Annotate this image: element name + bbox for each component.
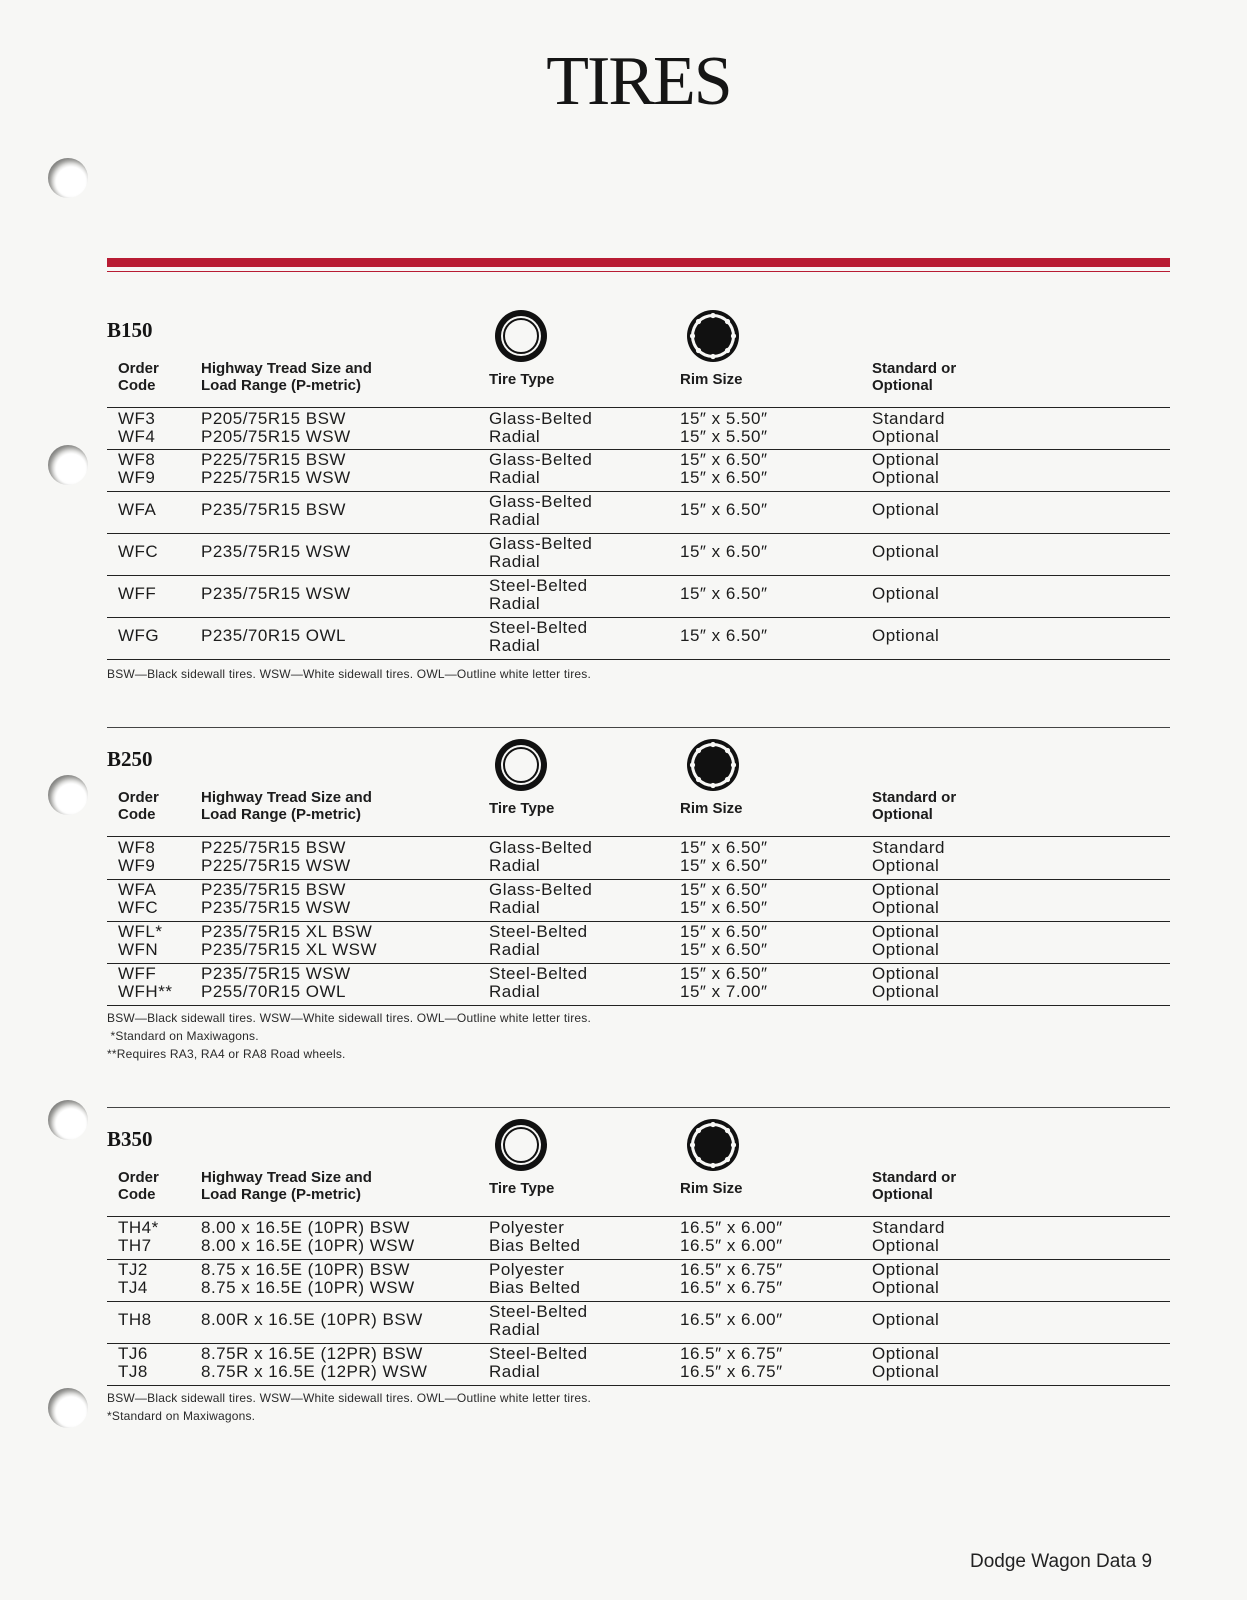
table-cell-type: Steel-Belted Radial: [489, 1302, 588, 1339]
table-cell-type: Polyester Bias Belted: [489, 1218, 581, 1255]
row-rule: [107, 533, 1170, 534]
column-header-rim-size: Rim Size: [680, 800, 743, 817]
table-cell-sizes: P235/75R15 XL BSW P235/75R15 XL WSW: [201, 922, 378, 959]
table-cell-type: Steel-Belted Radial: [489, 576, 588, 613]
tire-icon: [493, 737, 549, 798]
model-heading: B350: [107, 1127, 153, 1151]
table-cell-codes: TH8: [118, 1310, 152, 1329]
column-header-rim-size: Rim Size: [680, 371, 743, 388]
footnote: **Requires RA3, RA4 or RA8 Road wheels.: [107, 1047, 346, 1061]
tire-section-b350: [107, 1127, 1170, 1527]
table-cell-sizes: P235/75R15 WSW: [201, 584, 351, 603]
table-cell-sizes: P235/75R15 BSW P235/75R15 WSW: [201, 880, 351, 917]
row-rule: [107, 659, 1170, 660]
table-cell-sizes: 8.00R x 16.5E (10PR) BSW: [201, 1310, 423, 1329]
table-cell-rims: 15″ x 6.50″: [680, 584, 768, 603]
table-cell-std: Optional Optional: [872, 1260, 940, 1297]
table-cell-rims: 16.5″ x 6.00″: [680, 1310, 783, 1329]
table-cell-codes: TJ2 TJ4: [118, 1260, 148, 1297]
table-cell-type: Steel-Belted Radial: [489, 922, 588, 959]
table-cell-rims: 15″ x 6.50″ 15″ x 7.00″: [680, 964, 768, 1001]
table-cell-std: Standard Optional: [872, 1218, 945, 1255]
column-header-order-code: Order Code: [118, 789, 159, 823]
table-cell-type: Steel-Belted Radial: [489, 964, 588, 1001]
table-cell-rims: 15″ x 5.50″ 15″ x 5.50″: [680, 409, 768, 446]
footnote: BSW—Black sidewall tires. WSW—White sidewall tires. OWL—Outline white letter tires.: [107, 1391, 592, 1405]
table-cell-rims: 16.5″ x 6.75″ 16.5″ x 6.75″: [680, 1260, 783, 1297]
row-rule: [107, 575, 1170, 576]
column-header-tread-size: Highway Tread Size and Load Range (P-metric): [201, 1169, 372, 1203]
row-rule: [107, 1385, 1170, 1386]
column-header-tire-type: Tire Type: [489, 1180, 555, 1197]
table-cell-rims: 15″ x 6.50″ 15″ x 6.50″: [680, 450, 768, 487]
punch-hole: [48, 1388, 88, 1428]
footnote: BSW—Black sidewall tires. WSW—White sidewall tires. OWL—Outline white letter tires.: [107, 1011, 592, 1025]
column-header-tire-type: Tire Type: [489, 800, 555, 817]
punch-hole: [48, 775, 88, 815]
tire-section-b250: [107, 747, 1170, 1147]
table-cell-std: Optional: [872, 626, 940, 645]
column-header-order-code: Order Code: [118, 360, 159, 394]
row-rule: [107, 617, 1170, 618]
column-header-tread-size: Highway Tread Size and Load Range (P-metric): [201, 789, 372, 823]
column-header-tread-size: Highway Tread Size and Load Range (P-metric): [201, 360, 372, 394]
table-cell-sizes: P235/75R15 WSW P255/70R15 OWL: [201, 964, 351, 1001]
tire-icon: [493, 1117, 549, 1178]
row-rule: [107, 1005, 1170, 1006]
table-cell-std: Optional Optional: [872, 1344, 940, 1381]
header-rule: [107, 258, 1170, 267]
model-heading: B250: [107, 747, 153, 771]
table-cell-type: Glass-Belted Radial: [489, 534, 593, 571]
table-cell-sizes: 8.00 x 16.5E (10PR) BSW 8.00 x 16.5E (10PR) WSW: [201, 1218, 415, 1255]
footnote: BSW—Black sidewall tires. WSW—White sidewall tires. OWL—Outline white letter tires.: [107, 667, 592, 681]
table-cell-codes: WFF: [118, 584, 157, 603]
header-rule: [107, 836, 1170, 837]
model-heading: B150: [107, 318, 153, 342]
table-cell-type: Glass-Belted Radial: [489, 492, 593, 529]
table-cell-codes: WFL* WFN: [118, 922, 163, 959]
punch-hole: [48, 1100, 88, 1140]
tire-icon: [493, 308, 549, 369]
table-cell-codes: WFF WFH**: [118, 964, 173, 1001]
table-cell-rims: 16.5″ x 6.00″ 16.5″ x 6.00″: [680, 1218, 783, 1255]
column-header-rim-size: Rim Size: [680, 1180, 743, 1197]
table-cell-type: Steel-Belted Radial: [489, 618, 588, 655]
table-cell-codes: WFC: [118, 542, 159, 561]
table-cell-sizes: 8.75 x 16.5E (10PR) BSW 8.75 x 16.5E (10PR) WSW: [201, 1260, 415, 1297]
table-cell-rims: 16.5″ x 6.75″ 16.5″ x 6.75″: [680, 1344, 783, 1381]
table-cell-std: Optional: [872, 500, 940, 519]
table-cell-sizes: P235/70R15 OWL: [201, 626, 346, 645]
table-cell-codes: WFA WFC: [118, 880, 159, 917]
table-cell-sizes: P205/75R15 BSW P205/75R15 WSW: [201, 409, 351, 446]
table-cell-std: Standard Optional: [872, 409, 945, 446]
table-cell-codes: WF8 WF9: [118, 450, 156, 487]
row-rule: [107, 491, 1170, 492]
rim-icon: [685, 1117, 741, 1178]
tire-section-b150: [107, 318, 1170, 718]
table-cell-rims: 15″ x 6.50″: [680, 500, 768, 519]
column-header-std-opt: Standard or Optional: [872, 360, 957, 394]
column-header-std-opt: Standard or Optional: [872, 1169, 957, 1203]
table-cell-std: Optional: [872, 542, 940, 561]
table-cell-type: Glass-Belted Radial: [489, 880, 593, 917]
table-cell-rims: 15″ x 6.50″ 15″ x 6.50″: [680, 838, 768, 875]
table-cell-type: Glass-Belted Radial: [489, 409, 593, 446]
table-cell-rims: 15″ x 6.50″ 15″ x 6.50″: [680, 880, 768, 917]
table-cell-std: Optional: [872, 1310, 940, 1329]
table-cell-std: Standard Optional: [872, 838, 945, 875]
table-cell-type: Glass-Belted Radial: [489, 450, 593, 487]
rim-icon: [685, 737, 741, 798]
table-cell-codes: WF3 WF4: [118, 409, 156, 446]
table-cell-sizes: P235/75R15 WSW: [201, 542, 351, 561]
table-cell-rims: 15″ x 6.50″ 15″ x 6.50″: [680, 922, 768, 959]
header-rule: [107, 407, 1170, 408]
page-footer: Dodge Wagon Data 9: [970, 1551, 1153, 1572]
section-divider: [107, 727, 1170, 728]
table-cell-std: Optional: [872, 584, 940, 603]
footnote: *Standard on Maxiwagons.: [107, 1029, 259, 1043]
column-header-tire-type: Tire Type: [489, 371, 555, 388]
footnote: *Standard on Maxiwagons.: [107, 1409, 256, 1423]
table-cell-sizes: P225/75R15 BSW P225/75R15 WSW: [201, 838, 351, 875]
table-cell-type: Polyester Bias Belted: [489, 1260, 581, 1297]
table-cell-rims: 15″ x 6.50″: [680, 626, 768, 645]
table-cell-type: Glass-Belted Radial: [489, 838, 593, 875]
header-rule: [107, 1216, 1170, 1217]
table-cell-type: Steel-Belted Radial: [489, 1344, 588, 1381]
punch-hole: [48, 158, 88, 198]
table-cell-codes: TJ6 TJ8: [118, 1344, 148, 1381]
table-cell-std: Optional Optional: [872, 922, 940, 959]
table-cell-sizes: P225/75R15 BSW P225/75R15 WSW: [201, 450, 351, 487]
column-header-std-opt: Standard or Optional: [872, 789, 957, 823]
header-rule-thin: [107, 271, 1170, 272]
table-cell-codes: WFG: [118, 626, 160, 645]
table-cell-sizes: P235/75R15 BSW: [201, 500, 346, 519]
table-cell-std: Optional Optional: [872, 450, 940, 487]
table-cell-codes: WF8 WF9: [118, 838, 156, 875]
row-rule: [107, 1301, 1170, 1302]
rim-icon: [685, 308, 741, 369]
page-title: TIRES: [546, 43, 731, 120]
table-cell-codes: WFA: [118, 500, 157, 519]
table-cell-codes: TH4* TH7: [118, 1218, 159, 1255]
table-cell-std: Optional Optional: [872, 964, 940, 1001]
table-cell-std: Optional Optional: [872, 880, 940, 917]
column-header-order-code: Order Code: [118, 1169, 159, 1203]
table-cell-sizes: 8.75R x 16.5E (12PR) BSW 8.75R x 16.5E (12PR) WSW: [201, 1344, 428, 1381]
punch-hole: [48, 445, 88, 485]
table-cell-rims: 15″ x 6.50″: [680, 542, 768, 561]
